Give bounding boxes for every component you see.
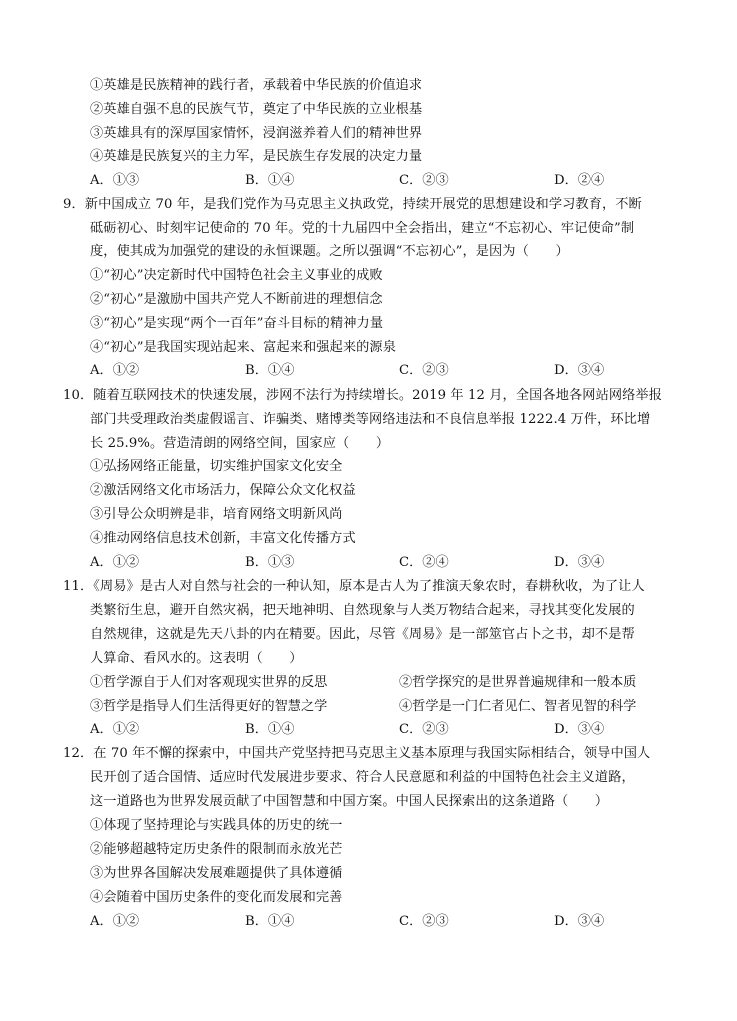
q10-option-b[interactable]: B．①③	[245, 555, 295, 570]
q12-option-d[interactable]: D．③④	[554, 914, 605, 929]
q10-options	[90, 553, 690, 573]
q9-option-d[interactable]: D．③④	[554, 363, 605, 378]
q9-option-c[interactable]: C．②③	[399, 363, 449, 378]
q8-options	[90, 171, 690, 191]
q10-option-a[interactable]: A．①②	[90, 555, 140, 570]
q10-stem-line-2: 部门共受理政治类虚假谣言、诈骗类、赌博类等网络违法和不良信息举报 1222.4 万件，环比增	[90, 412, 651, 427]
q10-stem-line-3: 长 25.9%。营造清朗的网络空间，国家应（ ）	[90, 436, 390, 451]
q9-option-a[interactable]: A．①②	[90, 363, 140, 378]
q9-statement-1: ①“初心”决定新时代中国特色社会主义事业的成败	[90, 268, 383, 283]
q12-statement-4: ④会随着中国历史条件的变化而发展和完善	[90, 890, 343, 905]
q12-options	[90, 912, 690, 932]
q8-statement-4: ④英雄是民族复兴的主力军，是民族生存发展的决定力量	[90, 149, 423, 164]
q11-stem-line-2: 类繁衍生息，避开自然灾祸，把天地神明、自然现象与人类万物结合起来，寻找其变化发展的	[90, 603, 635, 618]
q10-statement-2: ②激活网络文化市场活力，保障公众文化权益	[90, 483, 356, 498]
q10-option-c[interactable]: C．②④	[399, 555, 449, 570]
q9-statement-2: ②“初心”是激励中国共产党人不断前进的理想信念	[90, 292, 383, 307]
q12-option-a[interactable]: A．①②	[90, 914, 140, 929]
q8-option-a[interactable]: A．①③	[90, 173, 140, 188]
q8-option-b[interactable]: B．①④	[245, 173, 295, 188]
q12-stem-line-2: 民开创了适合国情、适应时代发展进步要求、符合人民意愿和利益的中国特色社会主义道路，	[90, 770, 635, 785]
q11-stem-line-4: 人算命、看风水的。这表明（ ）	[90, 651, 303, 666]
q11-statements-row-1	[90, 673, 690, 693]
q11-option-a[interactable]: A．①②	[90, 722, 140, 737]
q11-statement-2: ②哲学探究的是世界普遍规律和一般本质	[399, 675, 637, 690]
q10-stem-line-1: 10．随着互联网技术的快速发展，涉网不法行为持续增长。2019 年 12 月，全国各地各网站网络举报	[63, 388, 663, 403]
q12-option-b[interactable]: B．①④	[245, 914, 295, 929]
q8-statement-1: ①英雄是民族精神的践行者，承载着中华民族的价值追求	[90, 78, 423, 93]
q9-stem-line-2: 砥砺初心、时刻牢记使命的 70 年。党的十九届四中全会指出，建立“不忘初心、牢记使命”制	[90, 221, 635, 236]
q11-stem-line-1: 11．《周易》是古人对自然与社会的一种认知，原本是古人为了推演天象农时，春耕秋收，为了让人	[63, 579, 645, 594]
q10-statement-3: ③引导公众明辨是非，培育网络文明新风尚	[90, 507, 343, 522]
q8-option-c[interactable]: C．②③	[399, 173, 449, 188]
q11-statement-3: ③哲学是指导人们生活得更好的智慧之学	[90, 699, 328, 714]
q12-stem-line-3: 这一道路也为世界发展贡献了中国智慧和中国方案。中国人民探索出的这条道路（ ）	[90, 794, 609, 809]
q10-option-d[interactable]: D．③④	[554, 555, 605, 570]
q11-option-c[interactable]: C．②③	[399, 722, 449, 737]
q11-statement-4: ④哲学是一门仁者见仁、智者见智的科学	[399, 699, 637, 714]
q9-option-b[interactable]: B．①④	[245, 363, 295, 378]
q9-statement-3: ③“初心”是实现“两个一百年”奋斗目标的精神力量	[90, 316, 384, 331]
q11-option-b[interactable]: B．①④	[245, 722, 295, 737]
q9-stem-line-3: 度，使其成为加强党的建设的永恒课题。之所以强调“不忘初心”，是因为（ ）	[90, 244, 569, 259]
q10-statement-4: ④推动网络信息技术创新，丰富文化传播方式	[90, 531, 356, 546]
q11-statements-row-2	[90, 697, 690, 717]
q12-statement-1: ①体现了坚持理论与实践具体的历史的统一	[90, 818, 343, 833]
q9-stem-line-1: 9．新中国成立 70 年，是我们党作为马克思主义执政党，持续开展党的思想建设和学习教育，不断	[63, 197, 642, 212]
q9-options	[90, 361, 690, 381]
q8-statement-3: ③英雄具有的深厚国家情怀，浸润滋养着人们的精神世界	[90, 126, 423, 141]
q12-statement-2: ②能够超越特定历史条件的限制而永放光芒	[90, 842, 343, 857]
q12-option-c[interactable]: C．②③	[399, 914, 449, 929]
q11-statement-1: ①哲学源自于人们对客观现实世界的反思	[90, 675, 328, 690]
q12-statement-3: ③为世界各国解决发展难题提供了具体遵循	[90, 866, 343, 881]
q11-option-d[interactable]: D．③④	[554, 722, 605, 737]
q9-statement-4: ④“初心”是我国实现站起来、富起来和强起来的源泉	[90, 340, 397, 355]
q10-statement-1: ①弘扬网络正能量，切实维护国家文化安全	[90, 459, 343, 474]
q11-options	[90, 720, 690, 740]
q11-stem-line-3: 自然规律，这就是先天八卦的内在精要。因此，尽管《周易》是一部筮官占卜之书，却不是帮	[90, 627, 635, 642]
q8-statement-2: ②英雄自强不息的民族气节，奠定了中华民族的立业根基	[90, 102, 423, 117]
q8-option-d[interactable]: D．②④	[554, 173, 605, 188]
q12-stem-line-1: 12．在 70 年不懈的探索中，中国共产党坚持把马克思主义基本原理与我国实际相结合，领导中国人	[63, 746, 651, 761]
